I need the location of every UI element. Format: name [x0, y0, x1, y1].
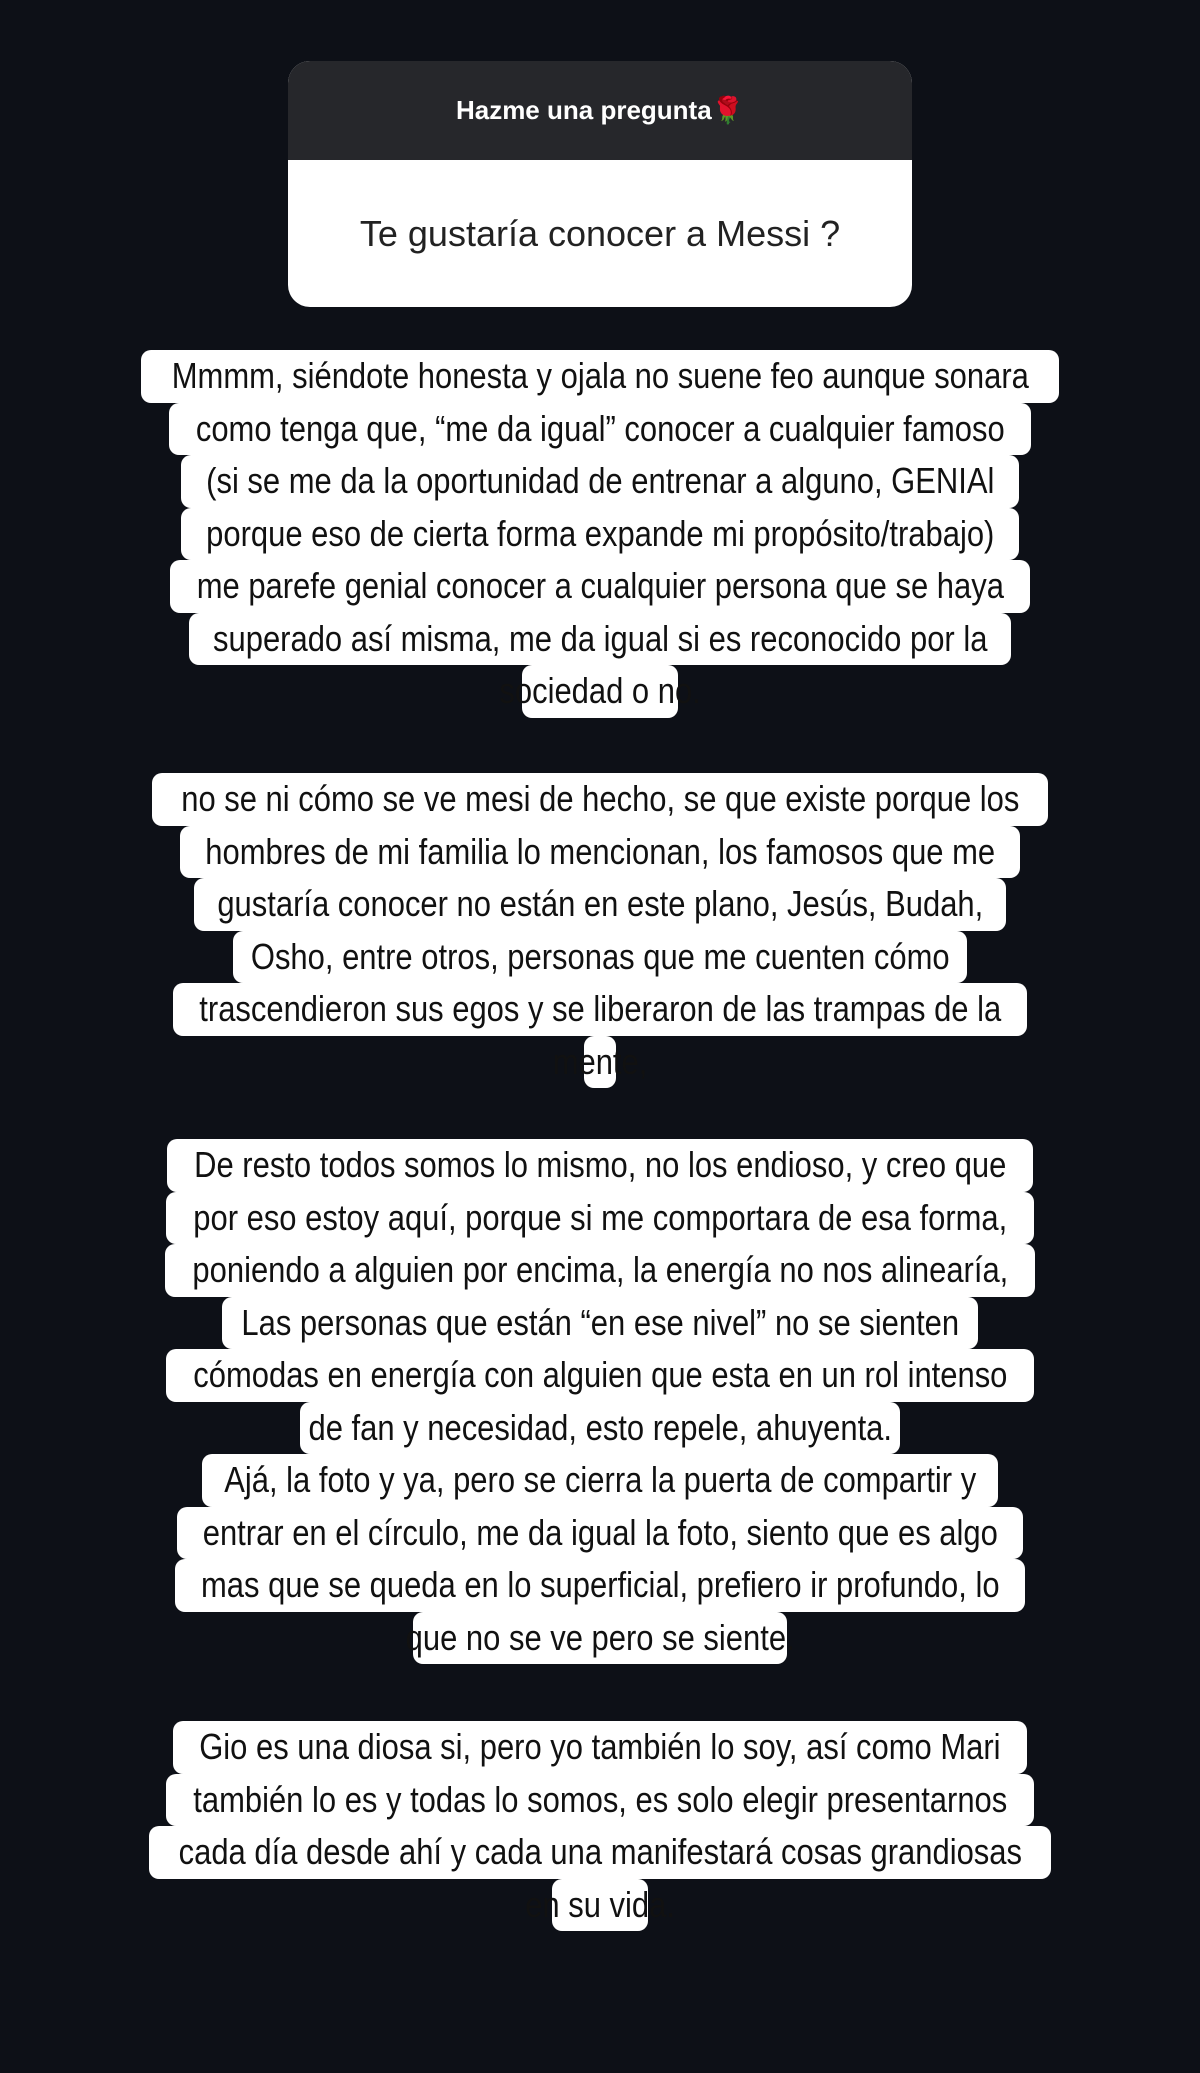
answer-text: mente,	[552, 1040, 648, 1082]
answer-text: Ajá, la foto y ya, pero se cierra la puerta de compartir y	[224, 1459, 976, 1500]
answer-text: Las personas que están “en ese nivel” no se sienten	[241, 1301, 959, 1343]
answer-text-line	[166, 1192, 1035, 1245]
answer-block-1	[0, 350, 1200, 718]
answer-text-line	[525, 1879, 675, 1932]
answer-text-line	[552, 1036, 648, 1089]
answer-text: entrar en el círculo, me da igual la foto, siento que es algo	[202, 1511, 998, 1553]
answer-text-line	[173, 1721, 1027, 1774]
answer-text: Gio es una diosa si, pero yo también lo soy, así como Mari	[199, 1726, 1001, 1767]
answer-text: de fan y necesidad, esto repele, ahuyenta.	[308, 1406, 892, 1448]
answer-text: gustaría conocer no están en este plano, Jesús, Budah,	[217, 883, 983, 924]
answer-text-line	[222, 1297, 979, 1350]
answer-text-line	[177, 1507, 1024, 1560]
question-sticker-title: Hazme una pregunta🌹	[288, 61, 912, 160]
answer-text-line	[170, 560, 1031, 613]
answer-text-line	[175, 1559, 1026, 1612]
answer-block-3	[0, 1139, 1200, 1664]
answer-text: Mmmm, siéndote honesta y ojala no suene feo aunque sonara	[171, 355, 1029, 396]
answer-text: mas que se queda en lo superficial, prefiero ir profundo, lo	[200, 1564, 1000, 1605]
answer-text-line	[152, 773, 1049, 826]
answer-text: sociedad o no.	[499, 670, 701, 711]
answer-text: (si se me da la oportunidad de entrenar a alguno, GENIAl	[205, 460, 995, 501]
answer-text: cómodas en energía con alguien que esta en un rol intenso	[192, 1354, 1008, 1395]
question-text: Te gustaría conocer a Messi ?	[359, 212, 841, 254]
answer-text-line	[181, 508, 1020, 561]
answer-text: superado así misma, me da igual si es reconocido por la	[212, 617, 988, 659]
answer-text-line	[141, 350, 1060, 403]
answer-text: cada día desde ahí y cada una manifestará cosas grandiosas	[178, 1831, 1022, 1872]
answer-text: trascendieron sus egos y se liberaron de las trampas de la	[199, 988, 1001, 1029]
answer-text: en su vida.	[525, 1883, 675, 1925]
answer-text-line	[149, 1826, 1052, 1879]
answer-text-line	[169, 403, 1032, 456]
answer-text-line	[166, 1349, 1035, 1402]
answer-text-line	[189, 613, 1011, 666]
answer-text: De resto todos somos lo mismo, no los endioso, y creo que	[193, 1144, 1007, 1185]
answer-text: no se ni cómo se ve mesi de hecho, se que existe porque los	[180, 778, 1020, 819]
answer-text-line	[173, 983, 1028, 1036]
question-sticker[interactable]	[288, 61, 912, 307]
answer-text-line	[233, 931, 967, 984]
answer-text: como tenga que, “me da igual” conocer a cualquier famoso	[195, 407, 1005, 449]
answer-text: que no se ve pero se siente.	[405, 1616, 795, 1658]
answer-text: hombres de mi familia lo mencionan, los famosos que me	[205, 830, 995, 872]
answer-text: Osho, entre otros, personas que me cuenten cómo	[250, 935, 950, 977]
answer-text-line	[202, 1454, 998, 1507]
answer-text: porque eso de cierta forma expande mi propósito/trabajo)	[205, 512, 995, 554]
answer-text-line	[194, 878, 1007, 931]
answer-text-line	[405, 1612, 795, 1665]
answer-text-line	[166, 1774, 1035, 1827]
answer-block-4	[0, 1721, 1200, 1931]
answer-text: también lo es y todas lo somos, es solo elegir presentarnos	[193, 1778, 1007, 1820]
answer-text-line	[165, 1244, 1036, 1297]
answer-text-line	[180, 826, 1020, 879]
answer-text-line	[499, 665, 701, 718]
answer-text-line	[300, 1402, 900, 1455]
answer-text-line	[167, 1139, 1033, 1192]
answer-text: poniendo a alguien por encima, la energía no nos alinearía,	[192, 1249, 1008, 1290]
answer-text-line	[181, 455, 1020, 508]
answer-text: por eso estoy aquí, porque si me comportara de esa forma,	[193, 1196, 1007, 1238]
answer-block-2	[0, 773, 1200, 1088]
answer-text: me parefe genial conocer a cualquier persona que se haya	[196, 565, 1004, 606]
